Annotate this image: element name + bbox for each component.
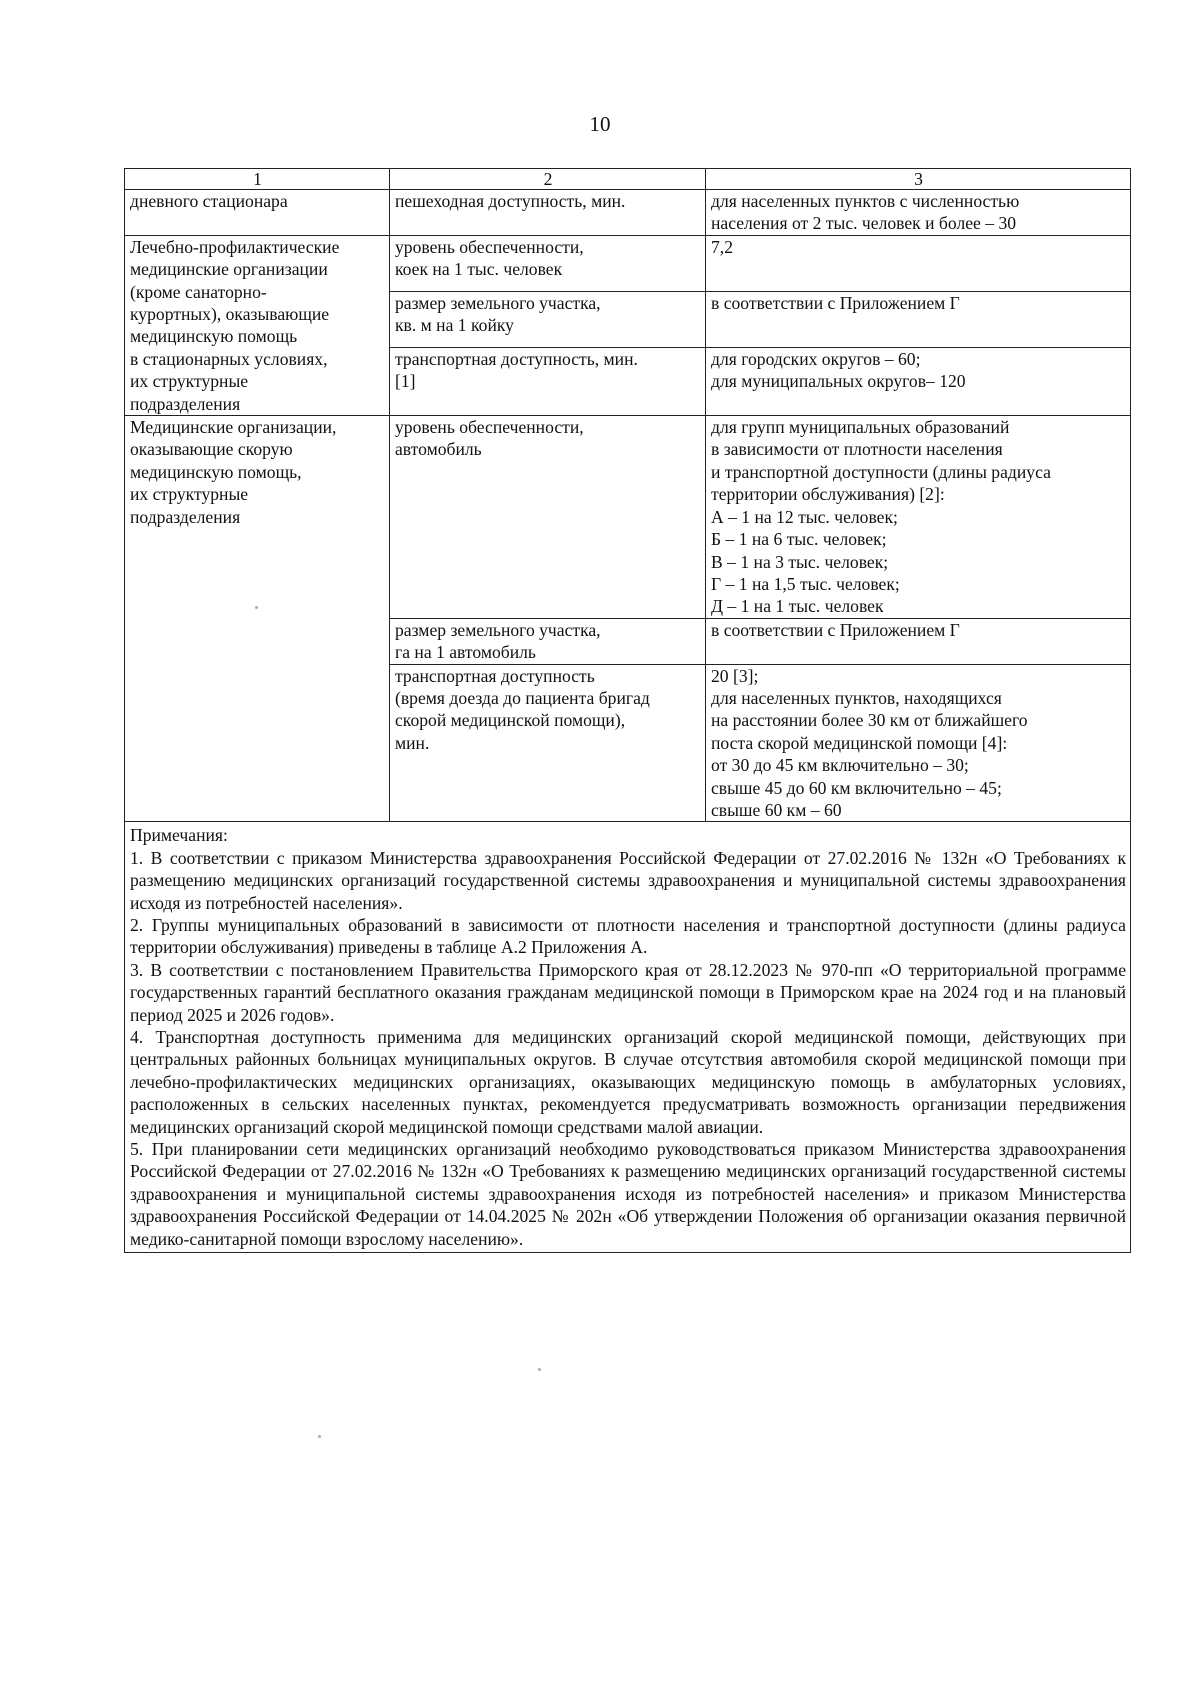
page-number: 10 [589,112,611,136]
table-row [125,235,1131,291]
norms-table [124,168,1131,1253]
note-item: 3. В соответствии с постановлением Правительства Приморского края от 28.12.2023 № 970-пп «О территориальной программе государственных гарантий бесплатного оказания гражданам медицинской помощи в Приморском крае на 2024 год и на плановый период 2025 и 2026 годов». [130,959,1126,1025]
facility-type-cell: Лечебно-профилактические медицинские организации (кроме санаторно- курортных), оказывающие медицинскую помощь в стационарных условиях, их структурные подразделения [125,235,390,415]
note-item: 2. Группы муниципальных образований в зависимости от плотности населения и транспортной доступности (длины радиуса территории обслуживания) приведены в таблице А.2 Приложения А. [130,915,1126,958]
indicator-cell: транспортная доступность, мин. [1] [390,348,706,416]
note-item: 1. В соответствии с приказом Министерства здравоохранения Российской Федерации от 27.02.2016 № 132н «О Требованиях к размещению медицинских организаций государственной системы здравоохранения и муниципальной системы здравоохранения исходя из потребностей населения». [130,847,1126,913]
value-cell: 20 [3]; для населенных пунктов, находящихся на расстоянии более 30 км от ближайшего поста скорой медицинской помощи [4]: от 30 до 45 км включительно – 30; свыше 45 до 60 км включительно – 45; свыше 60 км – 60 [706,664,1131,822]
scan-speck [255,606,258,609]
column-header: 3 [706,169,1131,190]
indicator-cell: уровень обеспеченности, коек на 1 тыс. человек [390,235,706,291]
notes-row [125,822,1131,1253]
column-header: 1 [125,169,390,190]
table-row [125,416,1131,619]
notes-cell [125,822,1131,1253]
scan-speck [318,1435,321,1438]
facility-type-cell: дневного стационара [125,190,390,236]
value-cell: для населенных пунктов с численностью населения от 2 тыс. человек и более – 30 [706,190,1131,236]
indicator-cell: пешеходная доступность, мин. [390,190,706,236]
value-cell: в соответствии с Приложением Г [706,618,1131,664]
facility-type-cell: Медицинские организации, оказывающие скорую медицинскую помощь, их структурные подразделения [125,416,390,822]
note-item: 4. Транспортная доступность применима для медицинских организаций скорой медицинской помощи, действующих при центральных районных больницах муниципальных округов. В случае отсутствия автомобиля скорой медицинской помощи при лечебно-профилактических медицинских организациях, оказывающих медицинскую помощь в амбулаторных условиях, расположенных в сельских населенных пунктах, рекомендуется предусматривать возможность организации передвижения медицинских организаций скорой медицинской помощи средствами малой авиации. [130,1027,1126,1137]
table-header-row [125,169,1131,190]
indicator-cell: размер земельного участка, кв. м на 1 койку [390,291,706,347]
value-cell: 7,2 [706,235,1131,291]
note-item: 5. При планировании сети медицинских организаций необходимо руководствоваться приказом Министерства здравоохранения Российской Федерации от 27.02.2016 № 132н «О Требованиях к размещению медицинских организаций государственной системы здравоохранения и муниципальной системы здравоохранения исходя из потребностей населения» и приказом Министерства здравоохранения Российской Федерации от 14.04.2025 № 202н «Об утверждении Положения об организации оказания первичной медико-санитарной помощи взрослому населению». [130,1139,1126,1249]
value-cell: для городских округов – 60; для муниципальных округов– 120 [706,348,1131,416]
value-cell: для групп муниципальных образований в зависимости от плотности населения и транспортной доступности (длины радиуса территории обслуживания) [2]: А – 1 на 12 тыс. человек; Б – 1 на 6 тыс. человек; В – 1 на 3 тыс. человек; Г – 1 на 1,5 тыс. человек; Д – 1 на 1 тыс. человек [706,416,1131,619]
column-header: 2 [390,169,706,190]
value-cell: в соответствии с Приложением Г [706,291,1131,347]
indicator-cell: уровень обеспеченности, автомобиль [390,416,706,619]
scan-speck [538,1368,541,1371]
indicator-cell: транспортная доступность (время доезда до пациента бригад скорой медицинской помощи), мин. [390,664,706,822]
table-row [125,190,1131,236]
indicator-cell: размер земельного участка, га на 1 автомобиль [390,618,706,664]
notes-title: Примечания: [130,825,228,846]
